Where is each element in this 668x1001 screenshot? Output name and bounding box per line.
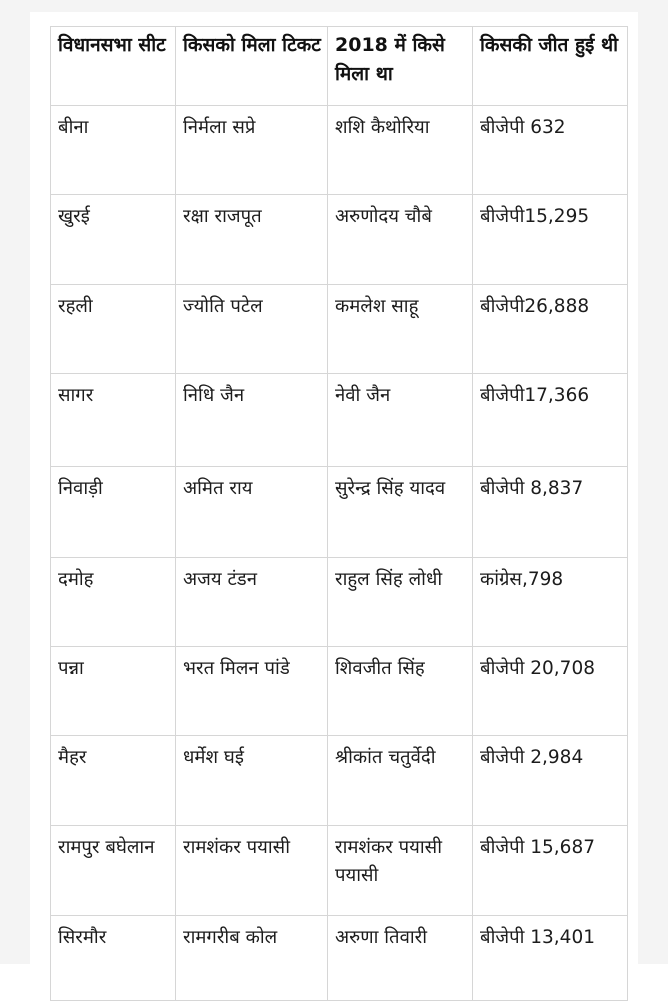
cell-2018-ticket: सुरेन्द्र सिंह यादव <box>328 467 473 558</box>
table-row <box>51 374 628 467</box>
cell-2018-ticket: कमलेश साहू <box>328 285 473 374</box>
cell-constituency: खुरई <box>51 195 176 285</box>
cell-2018-ticket: अरुणा तिवारी <box>328 916 473 1001</box>
cell-ticket-to: रक्षा राजपूत <box>176 195 328 285</box>
header-ticket-to: किसको मिला टिकट <box>176 27 328 106</box>
cell-2018-ticket: राहुल सिंह लोधी <box>328 558 473 647</box>
cell-2018-ticket: श्रीकांत चतुर्वेदी <box>328 736 473 826</box>
cell-2018-winner: बीजेपी 8,837 <box>473 467 628 558</box>
header-2018-ticket: 2018 में किसे मिला था <box>328 27 473 106</box>
cell-ticket-to: धर्मेश घई <box>176 736 328 826</box>
cell-2018-winner: बीजेपी 15,687 <box>473 826 628 916</box>
cell-constituency: सागर <box>51 374 176 467</box>
article-content <box>30 12 638 964</box>
table-row <box>51 106 628 195</box>
table-row <box>51 916 628 1001</box>
table-row <box>51 826 628 916</box>
cell-ticket-to: निधि जैन <box>176 374 328 467</box>
header-2018-winner: किसकी जीत हुई थी <box>473 27 628 106</box>
cell-constituency: रहली <box>51 285 176 374</box>
table-row <box>51 647 628 736</box>
cell-2018-ticket: शशि कैथोरिया <box>328 106 473 195</box>
cell-2018-winner: बीजेपी 632 <box>473 106 628 195</box>
cell-2018-winner: बीजेपी26,888 <box>473 285 628 374</box>
table-row <box>51 467 628 558</box>
cell-constituency: दमोह <box>51 558 176 647</box>
cell-ticket-to: भरत मिलन पांडे <box>176 647 328 736</box>
cell-2018-winner: बीजेपी 13,401 <box>473 916 628 1001</box>
table-header-row <box>51 27 628 106</box>
cell-2018-ticket: नेवी जैन <box>328 374 473 467</box>
table-row <box>51 285 628 374</box>
cell-2018-winner: बीजेपी 20,708 <box>473 647 628 736</box>
cell-ticket-to: रामशंकर पयासी <box>176 826 328 916</box>
candidates-table <box>50 26 628 1001</box>
table-row <box>51 736 628 826</box>
cell-2018-winner: बीजेपी17,366 <box>473 374 628 467</box>
header-constituency: विधानसभा सीट <box>51 27 176 106</box>
table-row <box>51 195 628 285</box>
cell-ticket-to: निर्मला सप्रे <box>176 106 328 195</box>
cell-ticket-to: अजय टंडन <box>176 558 328 647</box>
cell-constituency: बीना <box>51 106 176 195</box>
cell-2018-ticket: अरुणोदय चौबे <box>328 195 473 285</box>
cell-ticket-to: रामगरीब कोल <box>176 916 328 1001</box>
cell-constituency: रामपुर बघेलान <box>51 826 176 916</box>
cell-2018-winner: कांग्रेस,798 <box>473 558 628 647</box>
cell-constituency: मैहर <box>51 736 176 826</box>
cell-constituency: पन्ना <box>51 647 176 736</box>
table-row <box>51 558 628 647</box>
cell-constituency: सिरमौर <box>51 916 176 1001</box>
cell-ticket-to: अमित राय <box>176 467 328 558</box>
cell-2018-ticket: शिवजीत सिंह <box>328 647 473 736</box>
cell-ticket-to: ज्योति पटेल <box>176 285 328 374</box>
cell-constituency: निवाड़ी <box>51 467 176 558</box>
cell-2018-winner: बीजेपी 2,984 <box>473 736 628 826</box>
cell-2018-ticket: रामशंकर पयासी पयासी <box>328 826 473 916</box>
cell-2018-winner: बीजेपी15,295 <box>473 195 628 285</box>
